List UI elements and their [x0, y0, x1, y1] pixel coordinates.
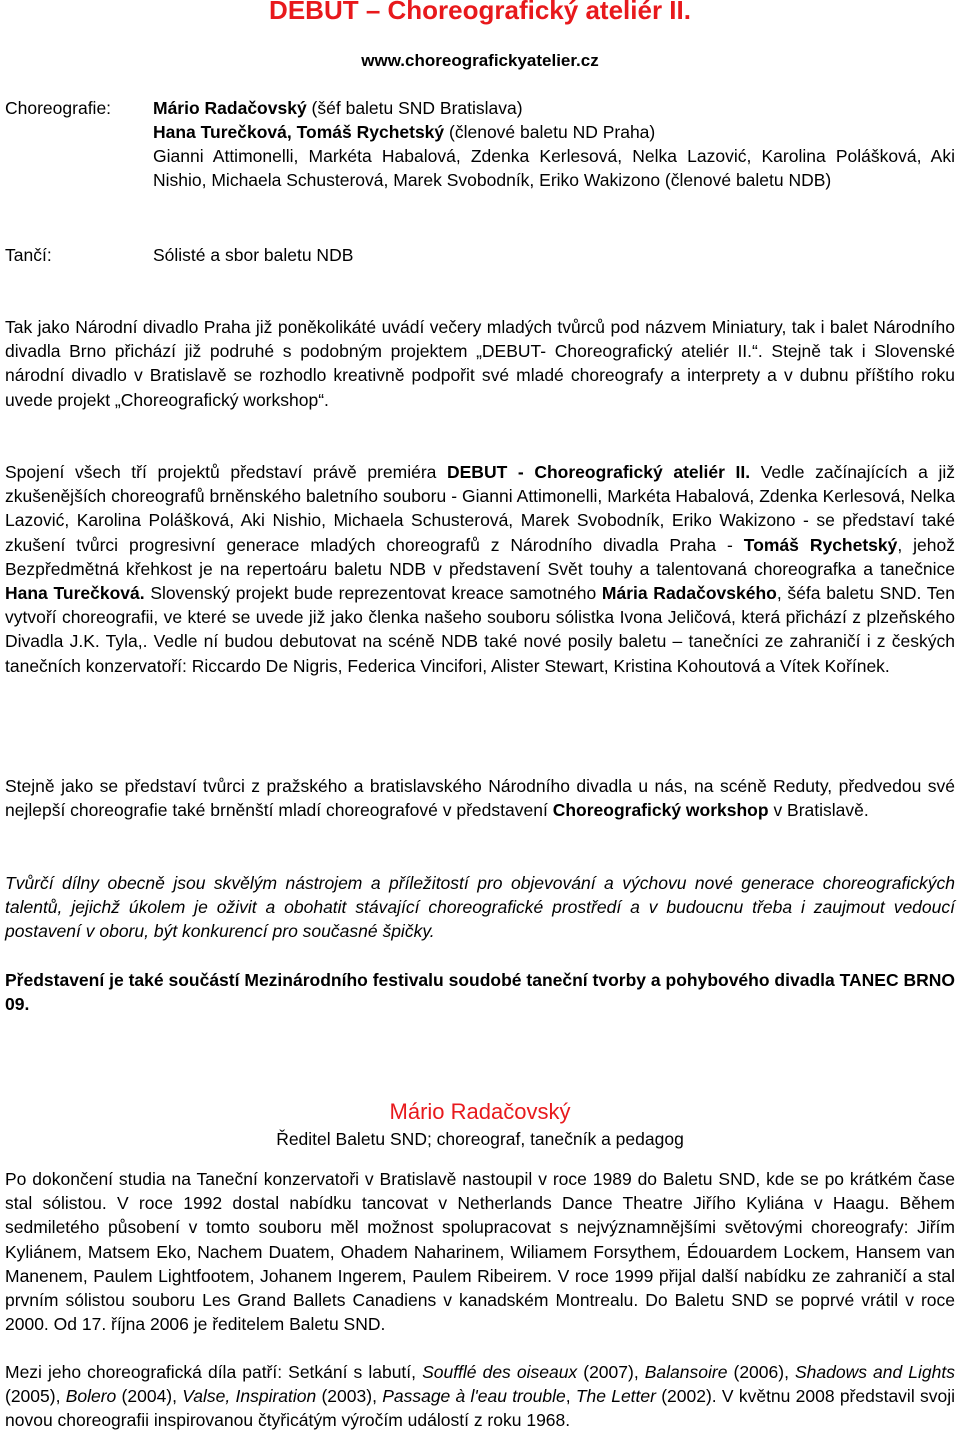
- text-run: Spojení všech tří projektů představí právě premiéra: [5, 462, 447, 482]
- creative-workshops-paragraph: Tvůrčí dílny obecně jsou skvělým nástrojem a příležitostí pro objevování a výchovu nové generace choreografických talentů, jejichž úkolem je oživit a obohatit stávající choreografické prostředí a v budoucnu třeba i zaujmout vedoucí postavení v oboru, být konkurencí pro současné špičky.: [5, 873, 955, 942]
- bio-paragraph: Po dokončení studia na Taneční konzervatoři v Bratislavě nastoupil v roce 1989 do Baletu SND, kde se po krátkém čase stal sólistou. V roce 1992 dostal nabídku tancovat v Netherlands Dance Theatre Jiřího Kyliána v Haagu. Během sedmiletého působení v tomto souboru měl možnost spolupracovat s nejvýznamnějšími světovými choreografy: Jiřím Kyliánem, Matsem Eko, Nachem Duatem, Ohadem Naharinem, Wiliamem Forsythem, Édouardem Lockem, Hansem van Manenem, Paulem Lightfootem, Johanem Ingerem, Paulem Ribeirem. V roce 1999 přijal další nabídku ze zahraničí a stal prvním sólistou souboru Les Grand Ballets Canadiens v kanadském Montrealu. Do Baletu SND se poprvé vrátil v roce 2000. Od 17. října 2006 je ředitelem Baletu SND.: [5, 1169, 955, 1335]
- festival-paragraph: Představení je také součástí Mezinárodního festivalu soudobé taneční tvorby a pohybového divadla TANEC BRNO 09.: [5, 970, 955, 1015]
- choreography-label: Choreografie:: [5, 98, 112, 118]
- document-title: DEBUT – Choreografický ateliér II.: [269, 0, 691, 25]
- text-run: Stejně jako se představí tvůrci z pražského a bratislavského Národního divadla u nás, na scéně Reduty, předvedou své nejlepší choreografie také brněnští mladí choreografové v představení: [5, 776, 955, 821]
- text-run: (2007),: [577, 1362, 645, 1382]
- choreographer-line-3: Gianni Attimonelli, Markéta Habalová, Zdenka Kerlesová, Nelka Lazović, Karolina Polášková, Aki Nishio, Michaela Schusterová, Marek Svobodník, Eriko Wakizono (členové baletu NDB): [153, 146, 955, 190]
- text-run: , jehož Bezpředmětná křehkost je na repertoáru baletu NDB v představení Svět touhy a talentovaná choreografka a tanečnice: [5, 534, 955, 579]
- work-title: Balansoire: [644, 1362, 728, 1382]
- work-title: The Letter: [575, 1386, 656, 1407]
- choreographer-name: Mária Radačovského: [601, 583, 777, 604]
- text-run: Vedle začínajících a již zkušenějších choreografů brněnského baletního souboru - Gianni Attimonelli, Markéta Habalová, Zdenka Kerlesová, Nelka Lazović, Karolina Polášková, Aki Nishio, Michaela Schusterová, Marek Svobodník, Eriko Wakizono - se představí také zkušení tvůrci progresivní generace mladých choreografů z Národního divadla Praha -: [5, 462, 955, 555]
- website-link[interactable]: www.choreografickyatelier.cz: [361, 51, 599, 70]
- text-run: (2004),: [116, 1386, 183, 1407]
- text-run: (2005),: [5, 1386, 66, 1407]
- text-run: , šéfa baletu SND. Ten vytvoří choreografii, ve které se uvede již jako členka našeho souboru sólistka Ivona Jeličová, která přichází z plzeňského Divadla J.K. Tyla,. Vedle ní budou debutovat na scéně NDB také nové posily baletu – tanečníci ze zahraničí i z českých tanečních konzervatoří: Riccardo De Nigris, Federica Vincifori, Alister Stewart, Kristina Kohoutová a Vítek Kořínek.: [5, 583, 955, 676]
- choreographer-name: Tomáš Rychetský: [743, 534, 898, 555]
- text-run: (2003),: [316, 1386, 383, 1407]
- work-title: Bolero: [65, 1386, 117, 1407]
- text-run: Mezi jeho choreografická díla patří: Setkání s labutí,: [5, 1362, 423, 1382]
- text-run: ,: [565, 1386, 576, 1407]
- work-title: Passage à l'eau trouble: [382, 1386, 566, 1407]
- work-title: Shadows and Lights: [794, 1362, 955, 1382]
- choreographer-note: (šéf baletu SND Bratislava): [306, 98, 523, 118]
- text-run: Slovenský projekt bude reprezentovat kreace samotného: [144, 583, 602, 604]
- choreographer-note: (členové baletu ND Praha): [444, 122, 656, 142]
- text-run: v Bratislavě.: [768, 800, 869, 821]
- choreographer-names: Hana Turečková, Tomáš Rychetský: [153, 122, 445, 142]
- work-title: Valse, Inspiration: [182, 1386, 317, 1407]
- choreographer-name: Hana Turečková.: [5, 583, 145, 604]
- workshop-title: Choreografický workshop: [552, 800, 769, 821]
- dancers-label: Tančí:: [5, 245, 52, 265]
- works-paragraph: [5, 1360, 955, 1433]
- dancers-value: Sólisté a sbor baletu NDB: [153, 245, 354, 265]
- bio-role: Ředitel Baletu SND; choreograf, tanečník a pedagog: [276, 1129, 684, 1149]
- work-title: Soufflé des oiseaux: [422, 1362, 578, 1382]
- text-run: (2006),: [727, 1362, 795, 1382]
- production-title: DEBUT - Choreografický ateliér II.: [447, 462, 751, 482]
- text-run: (2002). V květnu 2008 představil svoji novou choreografii inspirovanou čtyřicátým výročím událostí z roku 1968.: [5, 1386, 955, 1431]
- choreographer-line-1: [153, 96, 955, 120]
- intro-paragraph: Tak jako Národní divadlo Praha již poněkolikáté uvádí večery mladých tvůrců pod názvem Miniatury, tak i balet Národního divadla Brno přichází již podruhé s podobným projektem „DEBUT- Choreografický ateliér II.“. Stejně tak i Slovenské národní divadlo v Bratislavě se rozhodlo kreativně podpořit své mladé choreografy a interprety a v dubnu příštího roku uvede projekt „Choreografický workshop“.: [5, 317, 955, 410]
- premiere-paragraph: [5, 460, 955, 678]
- choreographers-list: [153, 96, 955, 192]
- choreographer-line-2: [153, 120, 955, 144]
- bio-name: Mário Radačovský: [389, 1099, 571, 1124]
- choreographer-name: Mário Radačovský: [153, 98, 307, 118]
- workshop-paragraph: [5, 774, 955, 822]
